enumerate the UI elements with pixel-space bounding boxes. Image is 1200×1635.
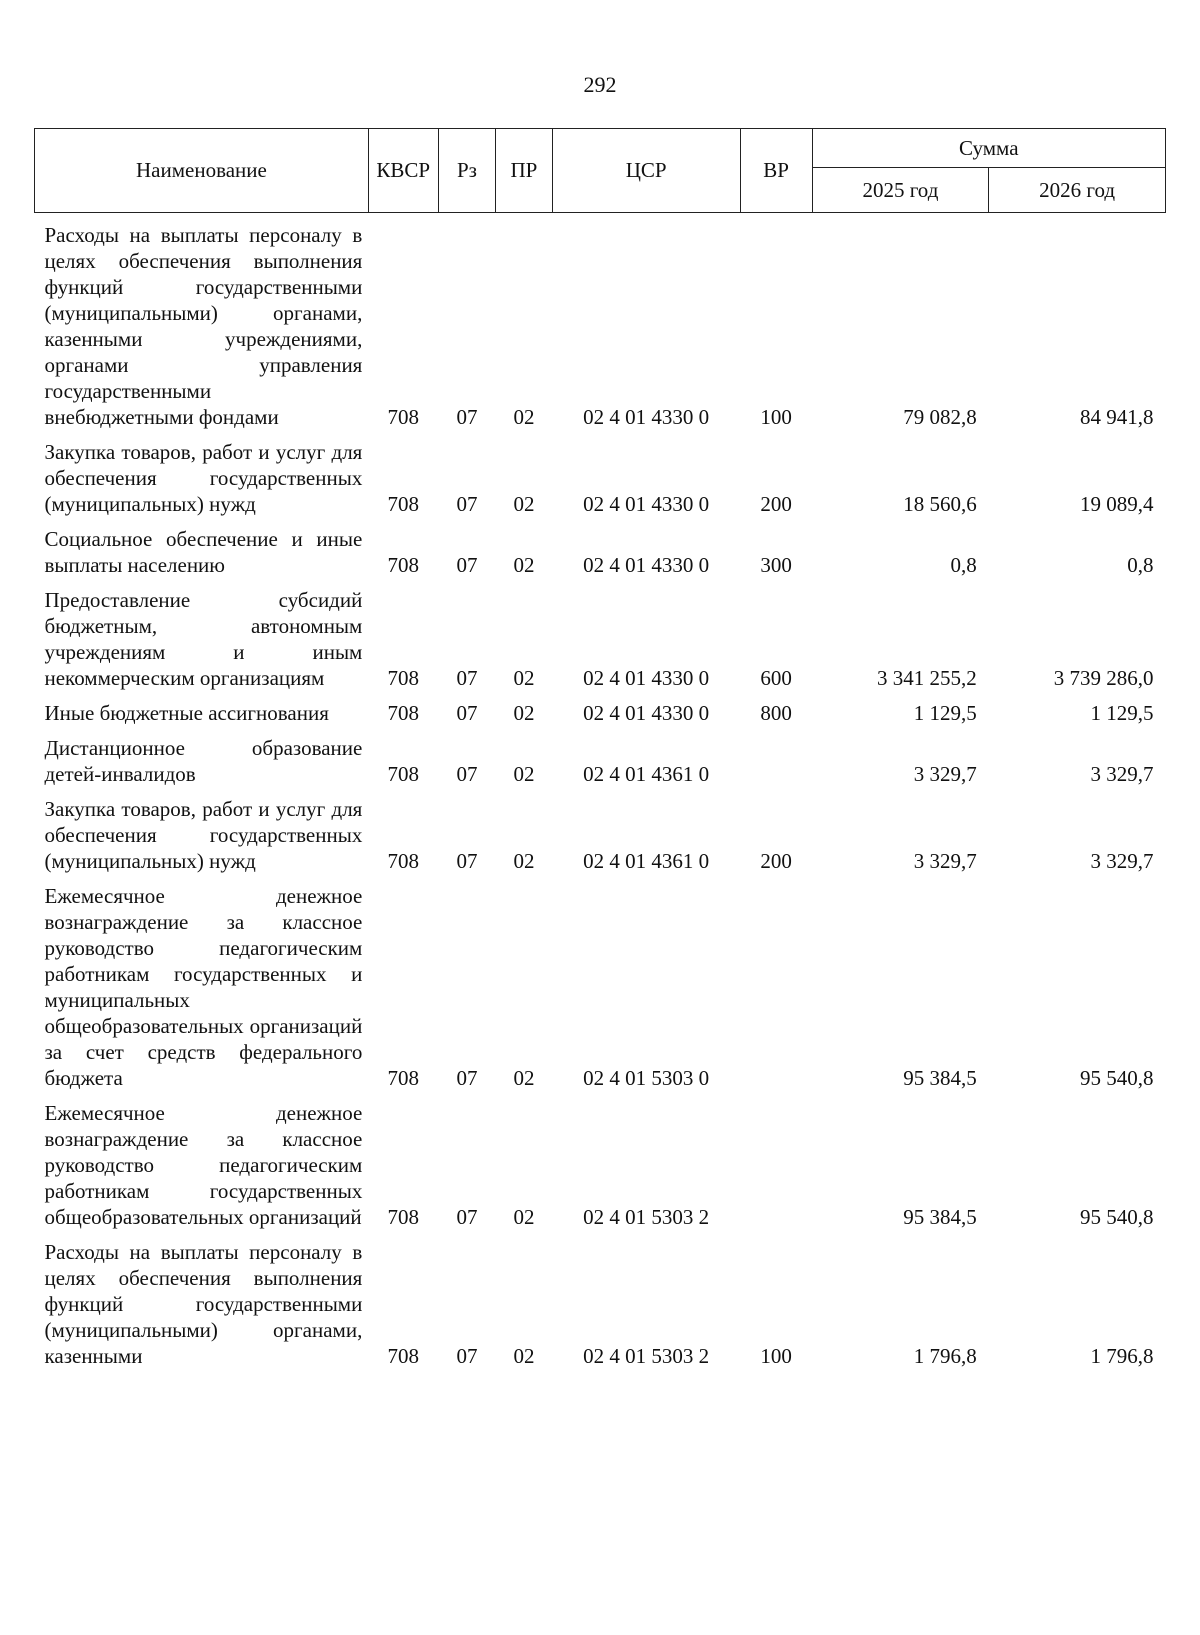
table-row [35, 1091, 1166, 1230]
row-rz: 07 [456, 1205, 478, 1229]
row-rz: 07 [456, 1344, 478, 1368]
row-rz: 07 [456, 405, 478, 429]
table-row [35, 578, 1166, 691]
row-csr: 02 4 01 4330 0 [583, 701, 710, 725]
header-sum: Сумма [812, 129, 1165, 168]
table-body [35, 213, 1166, 1370]
row-sum-2025: 3 329,7 [913, 849, 977, 873]
row-sum-2026: 3 739 286,0 [1053, 666, 1154, 690]
row-vr: 100 [760, 405, 792, 429]
header-rz: Рз [438, 129, 496, 213]
row-csr: 02 4 01 4361 0 [583, 849, 710, 873]
row-pr: 02 [513, 1066, 535, 1090]
header-year-2025: 2025 год [812, 168, 989, 213]
header-name: Наименование [35, 129, 369, 213]
row-sum-2025: 3 329,7 [913, 762, 977, 786]
row-name: Закупка товаров, работ и услуг для обеспечения государственных (муниципальных) нужд [44, 797, 363, 873]
row-kvsr: 708 [387, 1344, 420, 1368]
row-sum-2026: 1 796,8 [1090, 1344, 1154, 1368]
row-kvsr: 708 [387, 666, 420, 690]
row-pr: 02 [513, 553, 535, 577]
row-vr: 200 [760, 849, 792, 873]
row-sum-2026: 3 329,7 [1090, 849, 1154, 873]
row-kvsr: 708 [387, 553, 420, 577]
row-csr: 02 4 01 4330 0 [583, 553, 710, 577]
table-row [35, 213, 1166, 431]
table-row [35, 430, 1166, 517]
row-vr: 200 [760, 492, 792, 516]
row-kvsr: 708 [387, 1066, 420, 1090]
row-sum-2025: 95 384,5 [903, 1066, 977, 1090]
row-sum-2025: 3 341 255,2 [877, 666, 977, 690]
row-name: Расходы на выплаты персоналу в целях обеспечения выполнения функций государственными (муниципальными) органами, казенными [44, 1240, 363, 1368]
row-rz: 07 [456, 849, 478, 873]
row-vr [740, 1091, 812, 1230]
row-kvsr: 708 [387, 405, 420, 429]
header-pr: ПР [496, 129, 552, 213]
row-pr: 02 [513, 666, 535, 690]
row-csr: 02 4 01 5303 0 [583, 1066, 710, 1090]
row-pr: 02 [513, 492, 535, 516]
header-year-2026: 2026 год [989, 168, 1166, 213]
row-name: Ежемесячное денежное вознаграждение за классное руководство педагогическим работникам государственных общеобразовательных организаций [44, 1101, 363, 1229]
table-header [35, 129, 1166, 213]
row-sum-2025: 1 129,5 [913, 701, 977, 725]
row-vr [740, 874, 812, 1091]
row-rz: 07 [456, 492, 478, 516]
row-name: Иные бюджетные ассигнования [44, 701, 329, 725]
row-name: Дистанционное образование детей-инвалидов [44, 736, 363, 786]
row-sum-2026: 0,8 [1127, 553, 1154, 577]
row-vr: 600 [760, 666, 792, 690]
row-sum-2026: 84 941,8 [1080, 405, 1154, 429]
row-name: Расходы на выплаты персоналу в целях обеспечения выполнения функций государственными (муниципальными) органами, казенными учреждениями, органами управления государственными внебюджетными фондами [44, 223, 363, 429]
row-sum-2025: 18 560,6 [903, 492, 977, 516]
row-csr: 02 4 01 5303 2 [583, 1344, 710, 1368]
table-row [35, 726, 1166, 787]
row-csr: 02 4 01 4330 0 [583, 492, 710, 516]
row-csr: 02 4 01 4330 0 [583, 405, 710, 429]
row-kvsr: 708 [387, 762, 420, 786]
row-sum-2026: 95 540,8 [1080, 1066, 1154, 1090]
row-pr: 02 [513, 762, 535, 786]
row-csr: 02 4 01 4330 0 [583, 666, 710, 690]
page-number: 292 [583, 72, 617, 97]
header-csr: ЦСР [552, 129, 740, 213]
row-vr: 800 [760, 701, 792, 725]
table-row [35, 691, 1166, 726]
table-row [35, 787, 1166, 874]
row-rz: 07 [456, 666, 478, 690]
row-kvsr: 708 [387, 701, 420, 725]
row-kvsr: 708 [387, 1205, 420, 1229]
table-row [35, 1230, 1166, 1369]
table-row [35, 517, 1166, 578]
row-pr: 02 [513, 1205, 535, 1229]
row-vr [740, 726, 812, 787]
row-name: Закупка товаров, работ и услуг для обеспечения государственных (муниципальных) нужд [44, 440, 363, 516]
row-name: Социальное обеспечение и иные выплаты населению [44, 527, 363, 577]
row-vr: 100 [760, 1344, 792, 1368]
row-pr: 02 [513, 701, 535, 725]
row-rz: 07 [456, 701, 478, 725]
row-pr: 02 [513, 405, 535, 429]
row-rz: 07 [456, 762, 478, 786]
row-name: Ежемесячное денежное вознаграждение за классное руководство педагогическим работникам государственных и муниципальных общеобразовательных организаций за счет средств федерального бюджета [44, 884, 363, 1090]
row-sum-2025: 95 384,5 [903, 1205, 977, 1229]
row-kvsr: 708 [387, 492, 420, 516]
row-kvsr: 708 [387, 849, 420, 873]
header-vr: ВР [740, 129, 812, 213]
row-name: Предоставление субсидий бюджетным, автономным учреждениям и иным некоммерческим организациям [44, 588, 363, 690]
row-sum-2026: 3 329,7 [1090, 762, 1154, 786]
row-pr: 02 [513, 849, 535, 873]
row-csr: 02 4 01 4361 0 [583, 762, 710, 786]
row-sum-2025: 1 796,8 [913, 1344, 977, 1368]
row-csr: 02 4 01 5303 2 [583, 1205, 710, 1229]
row-sum-2026: 95 540,8 [1080, 1205, 1154, 1229]
header-kvsr: КВСР [368, 129, 438, 213]
row-pr: 02 [513, 1344, 535, 1368]
table-row [35, 874, 1166, 1091]
budget-table [34, 128, 1166, 1369]
row-sum-2025: 0,8 [950, 553, 977, 577]
row-sum-2026: 1 129,5 [1090, 701, 1154, 725]
row-rz: 07 [456, 1066, 478, 1090]
row-vr: 300 [760, 553, 792, 577]
row-sum-2026: 19 089,4 [1080, 492, 1154, 516]
row-rz: 07 [456, 553, 478, 577]
row-sum-2025: 79 082,8 [903, 405, 977, 429]
